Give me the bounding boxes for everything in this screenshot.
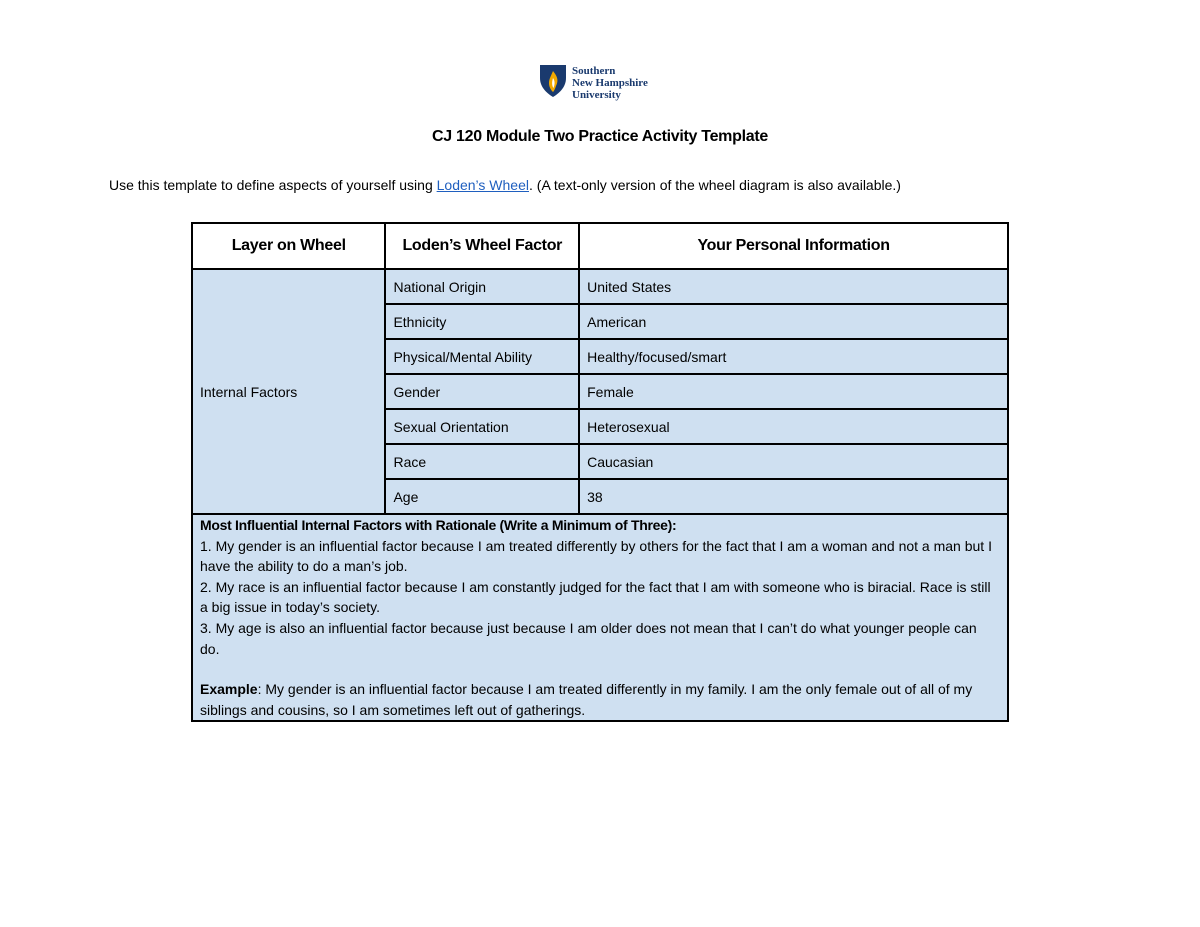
intro-text-before: Use this template to define aspects of yourself using — [109, 177, 437, 193]
info-cell[interactable]: Caucasian — [579, 444, 1008, 479]
info-cell[interactable]: 38 — [579, 479, 1008, 514]
rationale-heading: Most Influential Internal Factors with Rationale (Write a Minimum of Three): — [200, 517, 677, 533]
factor-cell: National Origin — [385, 269, 579, 304]
factor-cell: Physical/Mental Ability — [385, 339, 579, 374]
paragraph-spacer — [200, 659, 1000, 679]
header-layer-on-wheel: Layer on Wheel — [192, 223, 385, 269]
lodens-wheel-table — [191, 222, 1009, 722]
header-lodens-wheel-factor: Loden’s Wheel Factor — [385, 223, 579, 269]
logo-line-2: New Hampshire — [572, 77, 648, 89]
lodens-wheel-link[interactable]: Loden’s Wheel — [436, 177, 529, 193]
rationale-item-2: 2. My race is an influential factor because I am constantly judged for the fact that I am with someone who is biracial. Race is still a big issue in today’s society. — [200, 578, 991, 616]
logo-line-3: University — [572, 89, 621, 101]
logo-line-1: Southern — [572, 65, 616, 77]
example-text: : My gender is an influential factor because I am treated differently in my family. I am the only female out of all of my siblings and cousins, so I am sometimes left out of gatherings. — [200, 681, 973, 718]
factor-cell: Race — [385, 444, 579, 479]
rationale-item-3: 3. My age is also an influential factor because just because I am older does not mean that I can’t do what younger people can do. — [200, 619, 977, 657]
info-cell[interactable]: Female — [579, 374, 1008, 409]
intro-text-after: . (A text-only version of the wheel diagram is also available.) — [529, 177, 901, 193]
example-paragraph — [200, 679, 1000, 720]
info-cell[interactable]: American — [579, 304, 1008, 339]
factor-cell: Sexual Orientation — [385, 409, 579, 444]
university-logo — [538, 64, 648, 101]
factor-cell: Age — [385, 479, 579, 514]
rationale-cell[interactable] — [192, 514, 1008, 721]
table-row — [192, 269, 1008, 304]
info-cell[interactable]: United States — [579, 269, 1008, 304]
flame-shield-icon — [538, 64, 568, 98]
intro-paragraph — [109, 177, 901, 193]
header-personal-information: Your Personal Information — [579, 223, 1008, 269]
info-cell[interactable]: Heterosexual — [579, 409, 1008, 444]
rationale-item-1: 1. My gender is an influential factor because I am treated differently by others for the fact that I am a woman and not a man but I have the ability to do a man’s job. — [200, 537, 992, 575]
factor-cell: Gender — [385, 374, 579, 409]
page-title: CJ 120 Module Two Practice Activity Template — [432, 128, 768, 145]
info-cell[interactable]: Healthy/focused/smart — [579, 339, 1008, 374]
layer-cell: Internal Factors — [192, 269, 385, 514]
factor-cell: Ethnicity — [385, 304, 579, 339]
table-header-row — [192, 223, 1008, 269]
rationale-row — [192, 514, 1008, 721]
example-label: Example — [200, 681, 258, 698]
